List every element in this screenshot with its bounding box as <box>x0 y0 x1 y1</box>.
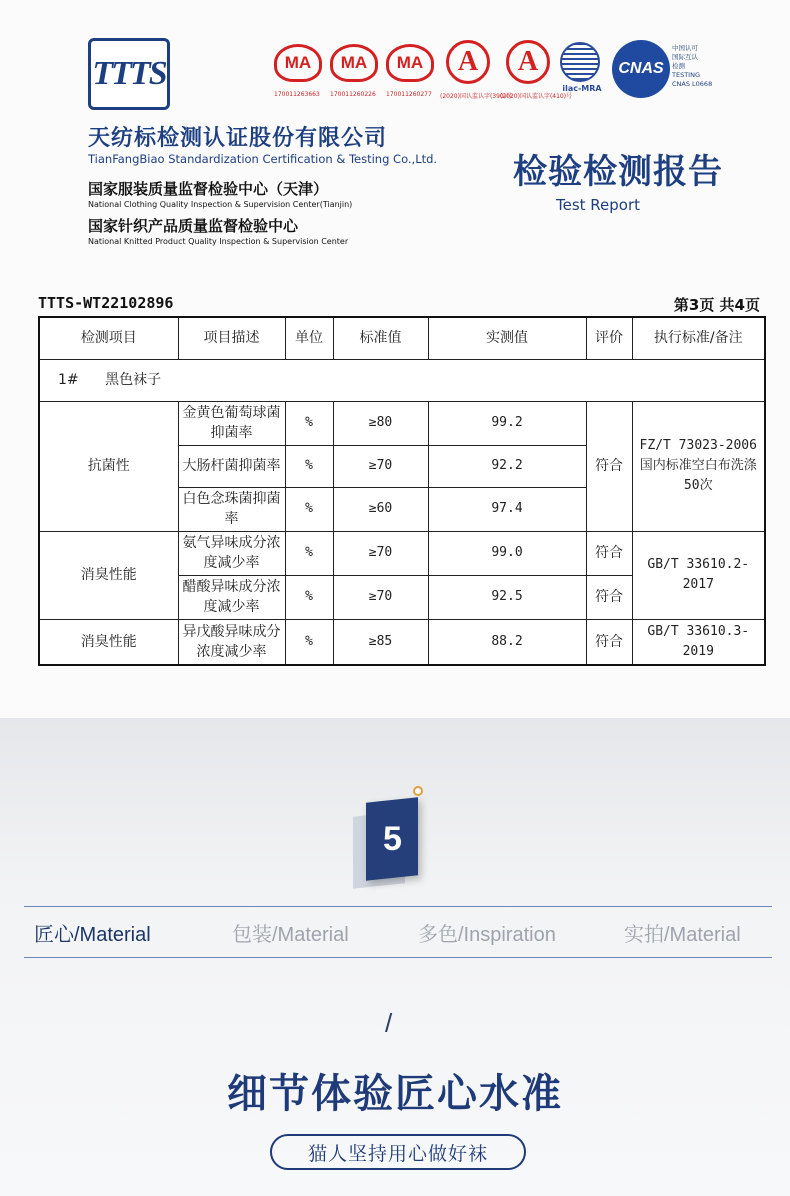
cma-badge-label: MA <box>330 44 378 82</box>
report-title-en: Test Report <box>556 196 641 214</box>
test-desc: 大肠杆菌抑菌率 <box>178 445 285 487</box>
cnas-side-line: 检测 <box>672 62 685 70</box>
column-header: 检测项目 <box>39 317 178 359</box>
knitted-center-cn: 国家针织产品质量监督检验中心 <box>88 217 299 235</box>
tagline-pill <box>270 1134 526 1170</box>
test-unit: % <box>285 445 333 487</box>
cal-badge-label: A <box>506 40 550 84</box>
cma-badge-label: MA <box>274 44 322 82</box>
test-unit: % <box>285 531 333 575</box>
test-measured: 92.5 <box>428 575 586 619</box>
test-note: GB/T 33610.3-2019 <box>632 619 765 665</box>
company-name-cn: 天纺标检测认证股份有限公司 <box>88 126 388 151</box>
cma-badge-number: 170011260277 <box>386 91 432 98</box>
cnas-side-line: 国际互认 <box>672 53 698 61</box>
test-eval: 符合 <box>586 575 632 619</box>
ilac-label: ilac-MRA <box>562 84 602 93</box>
tagline-text: 猫人坚持用心做好袜 <box>307 1142 488 1165</box>
test-desc: 氨气异味成分浓度减少率 <box>178 531 285 575</box>
table-row <box>39 619 765 665</box>
knitted-center-en: National Knitted Product Quality Inspection & Supervision Center <box>88 237 349 246</box>
report-title-cn: 检验检测报告 <box>513 152 723 192</box>
tab-packaging[interactable]: 包装/Material <box>232 924 349 946</box>
test-standard: ≥70 <box>333 445 428 487</box>
column-header: 执行标准/备注 <box>632 317 765 359</box>
results-table <box>38 316 766 666</box>
cnas-side-line: TESTING <box>672 71 700 79</box>
sample-id: 1# <box>58 372 79 388</box>
test-standard: ≥80 <box>333 401 428 445</box>
clothing-center-en: National Clothing Quality Inspection & Supervision Center(Tianjin) <box>88 200 353 209</box>
cal-badge-caption: (2020)国认监认字(390)号 <box>440 93 513 100</box>
ttts-logo-text: TTTS <box>92 55 166 92</box>
test-measured: 88.2 <box>428 619 586 665</box>
test-standard: ≥60 <box>333 487 428 531</box>
test-unit: % <box>285 487 333 531</box>
test-desc: 醋酸异味成分浓度减少率 <box>178 575 285 619</box>
test-desc: 白色念珠菌抑菌率 <box>178 487 285 531</box>
test-standard: ≥70 <box>333 575 428 619</box>
table-row <box>39 531 765 575</box>
test-measured: 99.0 <box>428 531 586 575</box>
slash-divider: / <box>385 1008 393 1038</box>
cma-badge-1 <box>274 44 322 88</box>
cma-badge-label: MA <box>386 44 434 82</box>
tab-colors[interactable]: 多色/Inspiration <box>418 924 556 946</box>
cma-badge-number: 170011260226 <box>330 91 376 98</box>
test-note: GB/T 33610.2-2017 <box>632 531 765 619</box>
cma-badge-2 <box>330 44 378 88</box>
test-standard: ≥85 <box>333 619 428 665</box>
cnas-label: CNAS <box>618 60 664 77</box>
cnas-side-text <box>672 44 712 89</box>
column-header: 实测值 <box>428 317 586 359</box>
test-eval: 符合 <box>586 531 632 575</box>
test-note: FZ/T 73023-2006 国内标准空白布洗涤50次 <box>632 401 765 531</box>
cnas-side-line: 中国认可 <box>672 44 698 52</box>
cnas-logo <box>612 40 670 98</box>
column-header: 评价 <box>586 317 632 359</box>
report-number: TTTS-WT22102896 <box>38 294 174 312</box>
table-row <box>39 401 765 445</box>
test-eval: 符合 <box>586 619 632 665</box>
column-header: 标准值 <box>333 317 428 359</box>
tab-photos[interactable]: 实拍/Material <box>624 924 741 946</box>
section-number-card <box>366 797 418 880</box>
cal-badge-1 <box>446 40 490 88</box>
tab-divider-top <box>24 906 772 907</box>
test-desc: 金黄色葡萄球菌抑菌率 <box>178 401 285 445</box>
test-unit: % <box>285 619 333 665</box>
cal-badge-caption: (2020)国认监认字(410)号 <box>500 93 573 100</box>
table-header-row <box>39 317 765 359</box>
test-measured: 97.4 <box>428 487 586 531</box>
section-number: 5 <box>382 819 402 858</box>
globe-icon <box>560 42 600 82</box>
ilac-mra-logo <box>560 42 604 98</box>
cma-badge-3 <box>386 44 434 88</box>
cal-badge-label: A <box>446 40 490 84</box>
page-indicator: 第3页 共4页 <box>673 296 760 314</box>
test-item: 消臭性能 <box>39 619 178 665</box>
test-measured: 92.2 <box>428 445 586 487</box>
column-header: 项目描述 <box>178 317 285 359</box>
tab-material[interactable]: 匠心/Material <box>34 924 151 946</box>
clothing-center-cn: 国家服装质量监督检验中心（天津） <box>88 180 329 198</box>
dot-icon <box>413 786 423 796</box>
test-eval: 符合 <box>586 401 632 531</box>
ttts-logo <box>88 38 170 110</box>
test-item: 抗菌性 <box>39 401 178 531</box>
cnas-side-line: CNAS L0668 <box>672 80 713 88</box>
sample-row <box>39 359 765 401</box>
test-measured: 99.2 <box>428 401 586 445</box>
sample-cell <box>39 359 765 401</box>
tab-divider-bottom <box>24 957 772 958</box>
test-item: 消臭性能 <box>39 531 178 619</box>
test-desc: 异戊酸异味成分浓度减少率 <box>178 619 285 665</box>
column-header: 单位 <box>285 317 333 359</box>
cal-badge-2 <box>506 40 550 88</box>
sample-name: 黑色袜子 <box>105 372 162 388</box>
promo-headline: 细节体验匠心水准 <box>227 1071 563 1117</box>
test-unit: % <box>285 401 333 445</box>
cma-badge-number: 170011263663 <box>274 91 320 98</box>
test-unit: % <box>285 575 333 619</box>
test-standard: ≥70 <box>333 531 428 575</box>
company-name-en: TianFangBiao Standardization Certification & Testing Co.,Ltd. <box>88 152 438 166</box>
